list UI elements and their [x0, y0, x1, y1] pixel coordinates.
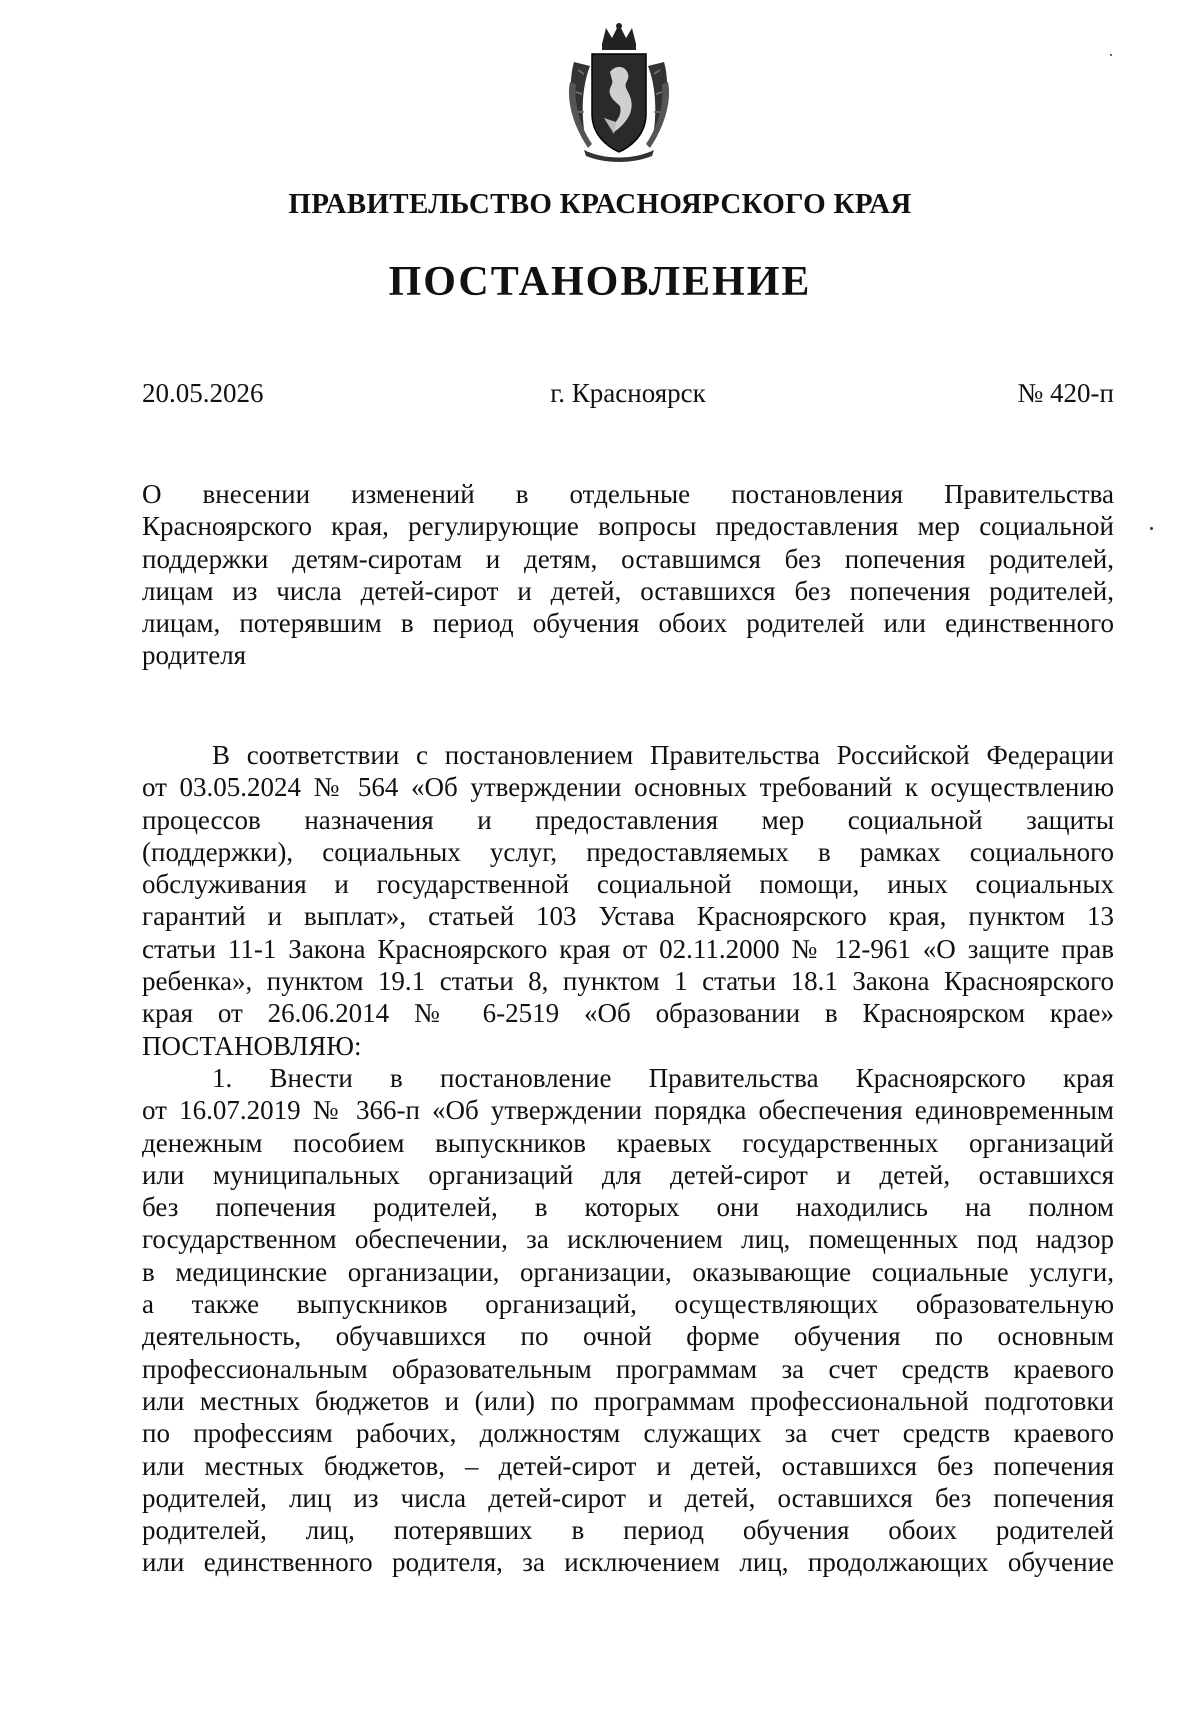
coat-of-arms-icon — [564, 22, 674, 162]
body-line: от 03.05.2024 № 564 «Об утверждении основных требований к осуществлению — [142, 772, 1114, 803]
body-line: без попечения родителей, в которых они находились на полном — [142, 1192, 1114, 1223]
document-date: 20.05.2026 — [142, 378, 264, 408]
subject-line: лицам, потерявшим в период обучения обоих родителей или единственного — [142, 608, 1114, 639]
document-city: г. Красноярск — [550, 378, 706, 408]
document-number: № 420-п — [1017, 378, 1114, 408]
subject-line: поддержки детям-сиротам и детям, оставшимся без попечения родителей, — [142, 543, 1114, 574]
scan-speck — [1110, 54, 1112, 56]
body-line: (поддержки), социальных услуг, предоставляемых в рамках социального — [142, 836, 1114, 867]
subject-line: Красноярского края, регулирующие вопросы предоставления мер социальной — [142, 511, 1114, 542]
document-body — [142, 739, 1114, 1579]
body-line: или местных бюджетов и (или) по программам профессиональной подготовки — [142, 1385, 1114, 1416]
scan-speck — [1150, 527, 1153, 530]
body-line: в медицинские организации, организации, оказывающие социальные услуги, — [142, 1256, 1114, 1287]
body-line: денежным пособием выпускников краевых государственных организаций — [142, 1127, 1114, 1158]
body-line: государственном обеспечении, за исключением лиц, помещенных под надзор — [142, 1224, 1114, 1255]
body-line: деятельность, обучавшихся по очной форме обучения по основным — [142, 1321, 1114, 1352]
organization-title: ПРАВИТЕЛЬСТВО КРАСНОЯРСКОГО КРАЯ — [288, 188, 912, 220]
body-line: профессиональным образовательным программам за счет средств краевого — [142, 1353, 1114, 1384]
subject-line: О внесении изменений в отдельные постановления Правительства — [142, 479, 1114, 509]
body-line: или единственного родителя, за исключением лиц, продолжающих обучение — [142, 1547, 1114, 1578]
body-line: края от 26.06.2014 № 6-2519 «Об образовании в Красноярском крае» — [142, 998, 1114, 1029]
body-line: а также выпускников организаций, осуществляющих образовательную — [142, 1289, 1114, 1320]
body-line: родителей, лиц, потерявших в период обучения обоих родителей — [142, 1515, 1114, 1546]
body-line: процессов назначения и предоставления мер социальной защиты — [142, 804, 1114, 835]
body-line: гарантий и выплат», статьей 103 Устава Красноярского края, пунктом 13 — [142, 901, 1114, 932]
document-meta-row — [142, 378, 1114, 414]
subject-line: лицам из числа детей-сирот и детей, оставшихся без попечения родителей, — [142, 575, 1114, 606]
body-line: обслуживания и государственной социальной помощи, иных социальных — [142, 869, 1114, 900]
body-line: 1. Внести в постановление Правительства Красноярского края — [212, 1062, 1114, 1093]
body-line: родителей, лиц из числа детей-сирот и детей, оставшихся без попечения — [142, 1482, 1114, 1513]
document-subject — [142, 478, 1114, 672]
body-line: В соответствии с постановлением Правительства Российской Федерации — [212, 740, 1114, 770]
body-line: ребенка», пунктом 19.1 статьи 8, пунктом 1 статьи 18.1 Закона Красноярского — [142, 966, 1114, 997]
body-line: статьи 11-1 Закона Красноярского края от 02.11.2000 № 12-961 «О защите прав — [142, 933, 1114, 964]
document-type-title: ПОСТАНОВЛЕНИЕ — [388, 259, 812, 305]
subject-line: родителя — [142, 640, 247, 671]
body-line: по профессиям рабочих, должностям служащих за счет средств краевого — [142, 1418, 1114, 1449]
body-line-resolution: ПОСТАНОВЛЯЮ: — [142, 1030, 362, 1061]
body-line: или местных бюджетов, – детей-сирот и детей, оставшихся без попечения — [142, 1450, 1114, 1481]
body-line: или муниципальных организаций для детей-сирот и детей, оставшихся — [142, 1159, 1114, 1190]
body-line: от 16.07.2019 № 366-п «Об утверждении порядка обеспечения единовременным — [142, 1095, 1114, 1126]
